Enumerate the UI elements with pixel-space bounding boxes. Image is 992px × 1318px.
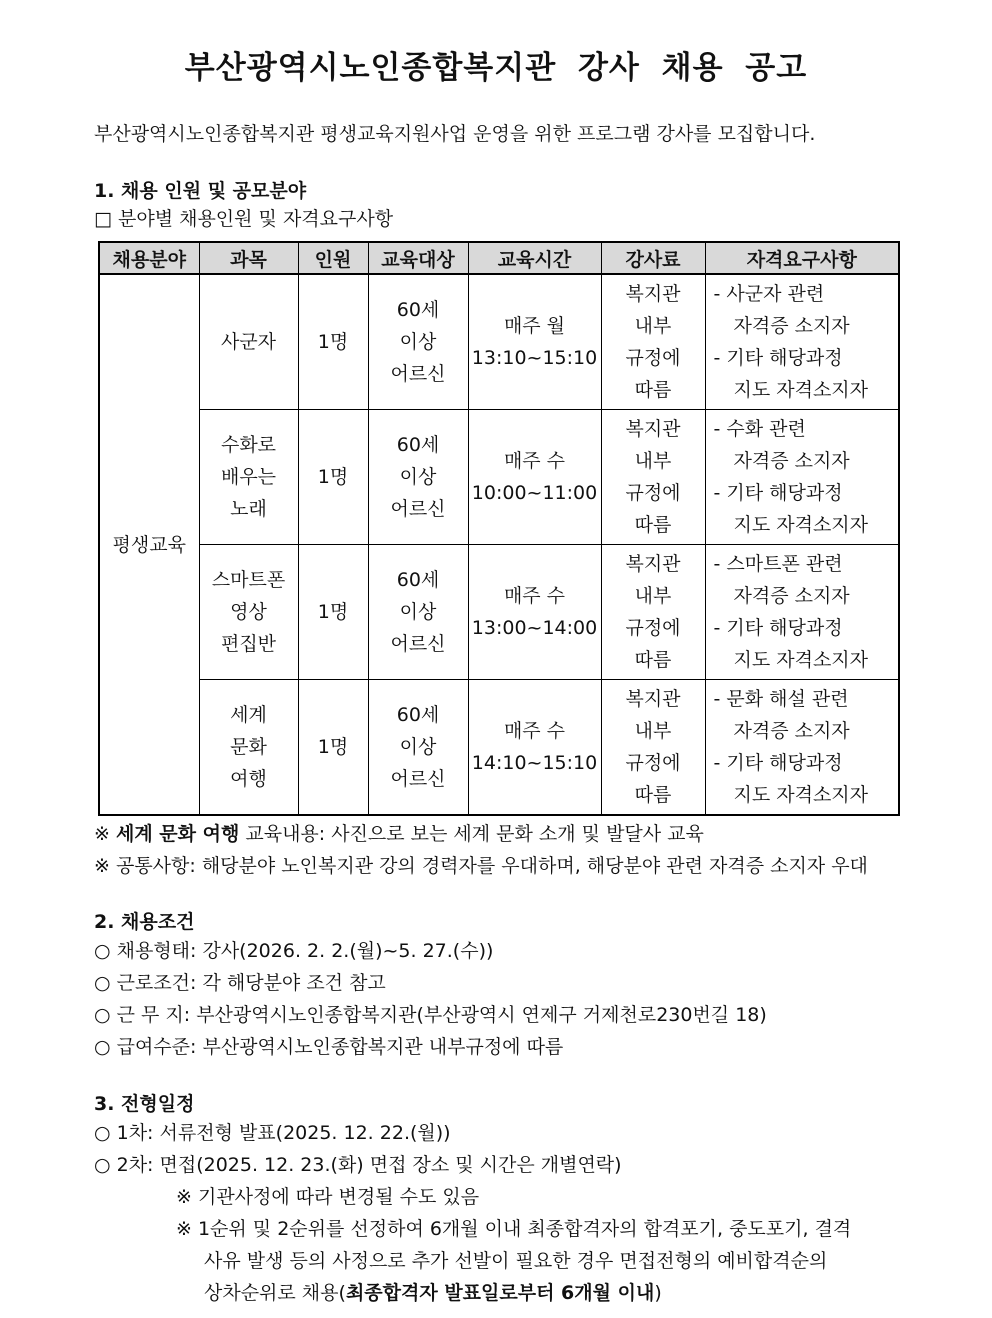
table-row	[99, 680, 899, 816]
target-line: 60세	[396, 434, 440, 456]
qual-line: - 문화 해설 관련	[713, 688, 849, 710]
schedule-note-continued: 사유 발생 등의 사정으로 추가 선발이 필요한 경우 면접전형의 예비합격순의	[204, 1250, 828, 1272]
fee-line: 내부	[634, 450, 672, 472]
qual-line: - 기타 해당과정	[713, 752, 843, 774]
target-line: 어르신	[390, 633, 446, 655]
time-day: 매주 수	[503, 450, 566, 472]
time-cell	[468, 410, 601, 545]
field-cell: 평생교육	[99, 274, 199, 815]
target-line: 어르신	[390, 363, 446, 385]
subject-cell	[199, 545, 298, 680]
qualification-cell	[705, 680, 899, 816]
subject-line: 영상	[230, 601, 267, 623]
time-range: 13:00~14:00	[471, 617, 598, 639]
count-cell: 1명	[298, 545, 368, 680]
time-day: 매주 수	[503, 585, 566, 607]
intro-text: 부산광역시노인종합복지관 평생교육지원사업 운영을 위한 프로그램 강사를 모집합니다.	[94, 123, 816, 145]
table-header-row	[99, 242, 899, 274]
column-header: 인원	[298, 242, 368, 274]
time-cell	[468, 545, 601, 680]
fee-line: 내부	[634, 720, 672, 742]
subject-cell	[199, 410, 298, 545]
subject-line: 편집반	[220, 633, 277, 655]
subject-cell	[199, 274, 298, 410]
subject-cell	[199, 680, 298, 816]
fee-line: 내부	[634, 585, 672, 607]
subject-line: 여행	[230, 768, 267, 790]
column-header: 강사료	[601, 242, 705, 274]
schedule-note: ※ 기관사정에 따라 변경될 수도 있음	[176, 1186, 480, 1208]
schedule-item: ○ 2차: 면접(2025. 12. 23.(화) 면접 장소 및 시간은 개별연락)	[94, 1154, 622, 1176]
qual-line: - 수화 관련	[713, 418, 806, 440]
section3-heading: 3. 전형일정	[94, 1093, 195, 1115]
qualification-cell	[705, 274, 899, 410]
target-line: 이상	[399, 601, 437, 623]
qual-line: 지도 자격소지자	[733, 784, 869, 806]
fee-cell	[601, 680, 705, 816]
time-range: 13:10~15:10	[471, 347, 598, 369]
fee-line: 규정에	[625, 752, 681, 774]
fee-line: 규정에	[625, 617, 681, 639]
qual-line: 지도 자격소지자	[733, 379, 869, 401]
condition-item: ○ 근로조건: 각 해당분야 조건 참고	[94, 972, 386, 994]
fee-line: 따름	[634, 649, 672, 671]
note-rest: 교육내용: 사진으로 보는 세계 문화 소개 및 발달사 교육	[239, 823, 704, 845]
count-cell: 1명	[298, 410, 368, 545]
schedule-note-last	[204, 1278, 662, 1308]
table-row	[99, 274, 899, 410]
fee-line: 규정에	[625, 482, 681, 504]
subject-line: 노래	[230, 498, 267, 520]
fee-line: 복지관	[625, 553, 681, 575]
subject-line: 사군자	[220, 331, 277, 353]
time-cell	[468, 274, 601, 410]
time-day: 매주 월	[503, 315, 566, 337]
qual-line: - 기타 해당과정	[713, 617, 843, 639]
subject-line: 세계	[230, 704, 267, 726]
target-cell	[368, 410, 468, 545]
qualification-cell	[705, 545, 899, 680]
subject-line: 배우는	[220, 466, 277, 488]
target-line: 이상	[399, 466, 437, 488]
target-line: 어르신	[390, 768, 446, 790]
qual-line: - 스마트폰 관련	[713, 553, 843, 575]
target-line: 60세	[396, 704, 440, 726]
target-cell	[368, 545, 468, 680]
qual-line: 자격증 소지자	[733, 720, 850, 742]
qual-line: 자격증 소지자	[733, 450, 850, 472]
column-header: 교육시간	[468, 242, 601, 274]
time-day: 매주 수	[503, 720, 566, 742]
qual-line: 자격증 소지자	[733, 585, 850, 607]
fee-line: 복지관	[625, 418, 681, 440]
page-title: 부산광역시노인종합복지관 강사 채용 공고	[184, 50, 808, 86]
last-line-bold: 최종합격자 발표일로부터 6개월 이내	[345, 1282, 655, 1304]
note-world-culture	[94, 819, 704, 849]
subject-line: 수화로	[220, 434, 277, 456]
target-line: 60세	[396, 299, 440, 321]
qual-line: - 기타 해당과정	[713, 347, 843, 369]
schedule-note: ※ 1순위 및 2순위를 선정하여 6개월 이내 최종합격자의 합격포기, 중도포기, 결격	[176, 1218, 852, 1240]
time-range: 10:00~11:00	[471, 482, 598, 504]
count-cell: 1명	[298, 680, 368, 816]
condition-item: ○ 근 무 지: 부산광역시노인종합복지관(부산광역시 연제구 거제천로230번길 18)	[94, 1004, 767, 1026]
fee-line: 내부	[634, 315, 672, 337]
target-cell	[368, 274, 468, 410]
fee-line: 따름	[634, 784, 672, 806]
note-prefix: ※	[94, 823, 116, 845]
target-line: 60세	[396, 569, 440, 591]
section1-subheading: □ 분야별 채용인원 및 자격요구사항	[94, 208, 394, 230]
target-line: 이상	[399, 331, 437, 353]
qual-line: - 기타 해당과정	[713, 482, 843, 504]
fee-cell	[601, 545, 705, 680]
target-line: 이상	[399, 736, 437, 758]
table-row	[99, 545, 899, 680]
count-cell: 1명	[298, 274, 368, 410]
qual-line: 지도 자격소지자	[733, 514, 869, 536]
fee-line: 복지관	[625, 283, 681, 305]
condition-item: ○ 채용형태: 강사(2026. 2. 2.(월)~5. 27.(수))	[94, 940, 494, 962]
qualification-cell	[705, 410, 899, 545]
table-row	[99, 410, 899, 545]
note-common: ※ 공통사항: 해당분야 노인복지관 강의 경력자를 우대하며, 해당분야 관련 자격증 소지자 우대	[94, 855, 868, 877]
note-bold-subject: 세계 문화 여행	[115, 823, 240, 845]
column-header: 채용분야	[99, 242, 199, 274]
fee-line: 따름	[634, 379, 672, 401]
fee-line: 규정에	[625, 347, 681, 369]
subject-line: 스마트폰	[211, 569, 286, 591]
column-header: 교육대상	[368, 242, 468, 274]
section2-heading: 2. 채용조건	[94, 911, 195, 933]
column-header: 과목	[199, 242, 298, 274]
condition-item: ○ 급여수준: 부산광역시노인종합복지관 내부규정에 따름	[94, 1036, 564, 1058]
fee-cell	[601, 410, 705, 545]
qual-line: 지도 자격소지자	[733, 649, 869, 671]
fee-line: 복지관	[625, 688, 681, 710]
section1-heading: 1. 채용 인원 및 공모분야	[94, 180, 307, 202]
recruit-table	[98, 241, 900, 816]
column-header: 자격요구사항	[705, 242, 899, 274]
qual-line: - 사군자 관련	[713, 283, 825, 305]
target-line: 어르신	[390, 498, 446, 520]
last-line-end: )	[654, 1282, 662, 1304]
fee-line: 따름	[634, 514, 672, 536]
schedule-item: ○ 1차: 서류전형 발표(2025. 12. 22.(월))	[94, 1122, 451, 1144]
qual-line: 자격증 소지자	[733, 315, 850, 337]
target-cell	[368, 680, 468, 816]
subject-line: 문화	[230, 736, 267, 758]
time-range: 14:10~15:10	[471, 752, 598, 774]
last-line-plain: 상차순위로 채용(	[204, 1282, 346, 1304]
fee-cell	[601, 274, 705, 410]
time-cell	[468, 680, 601, 816]
